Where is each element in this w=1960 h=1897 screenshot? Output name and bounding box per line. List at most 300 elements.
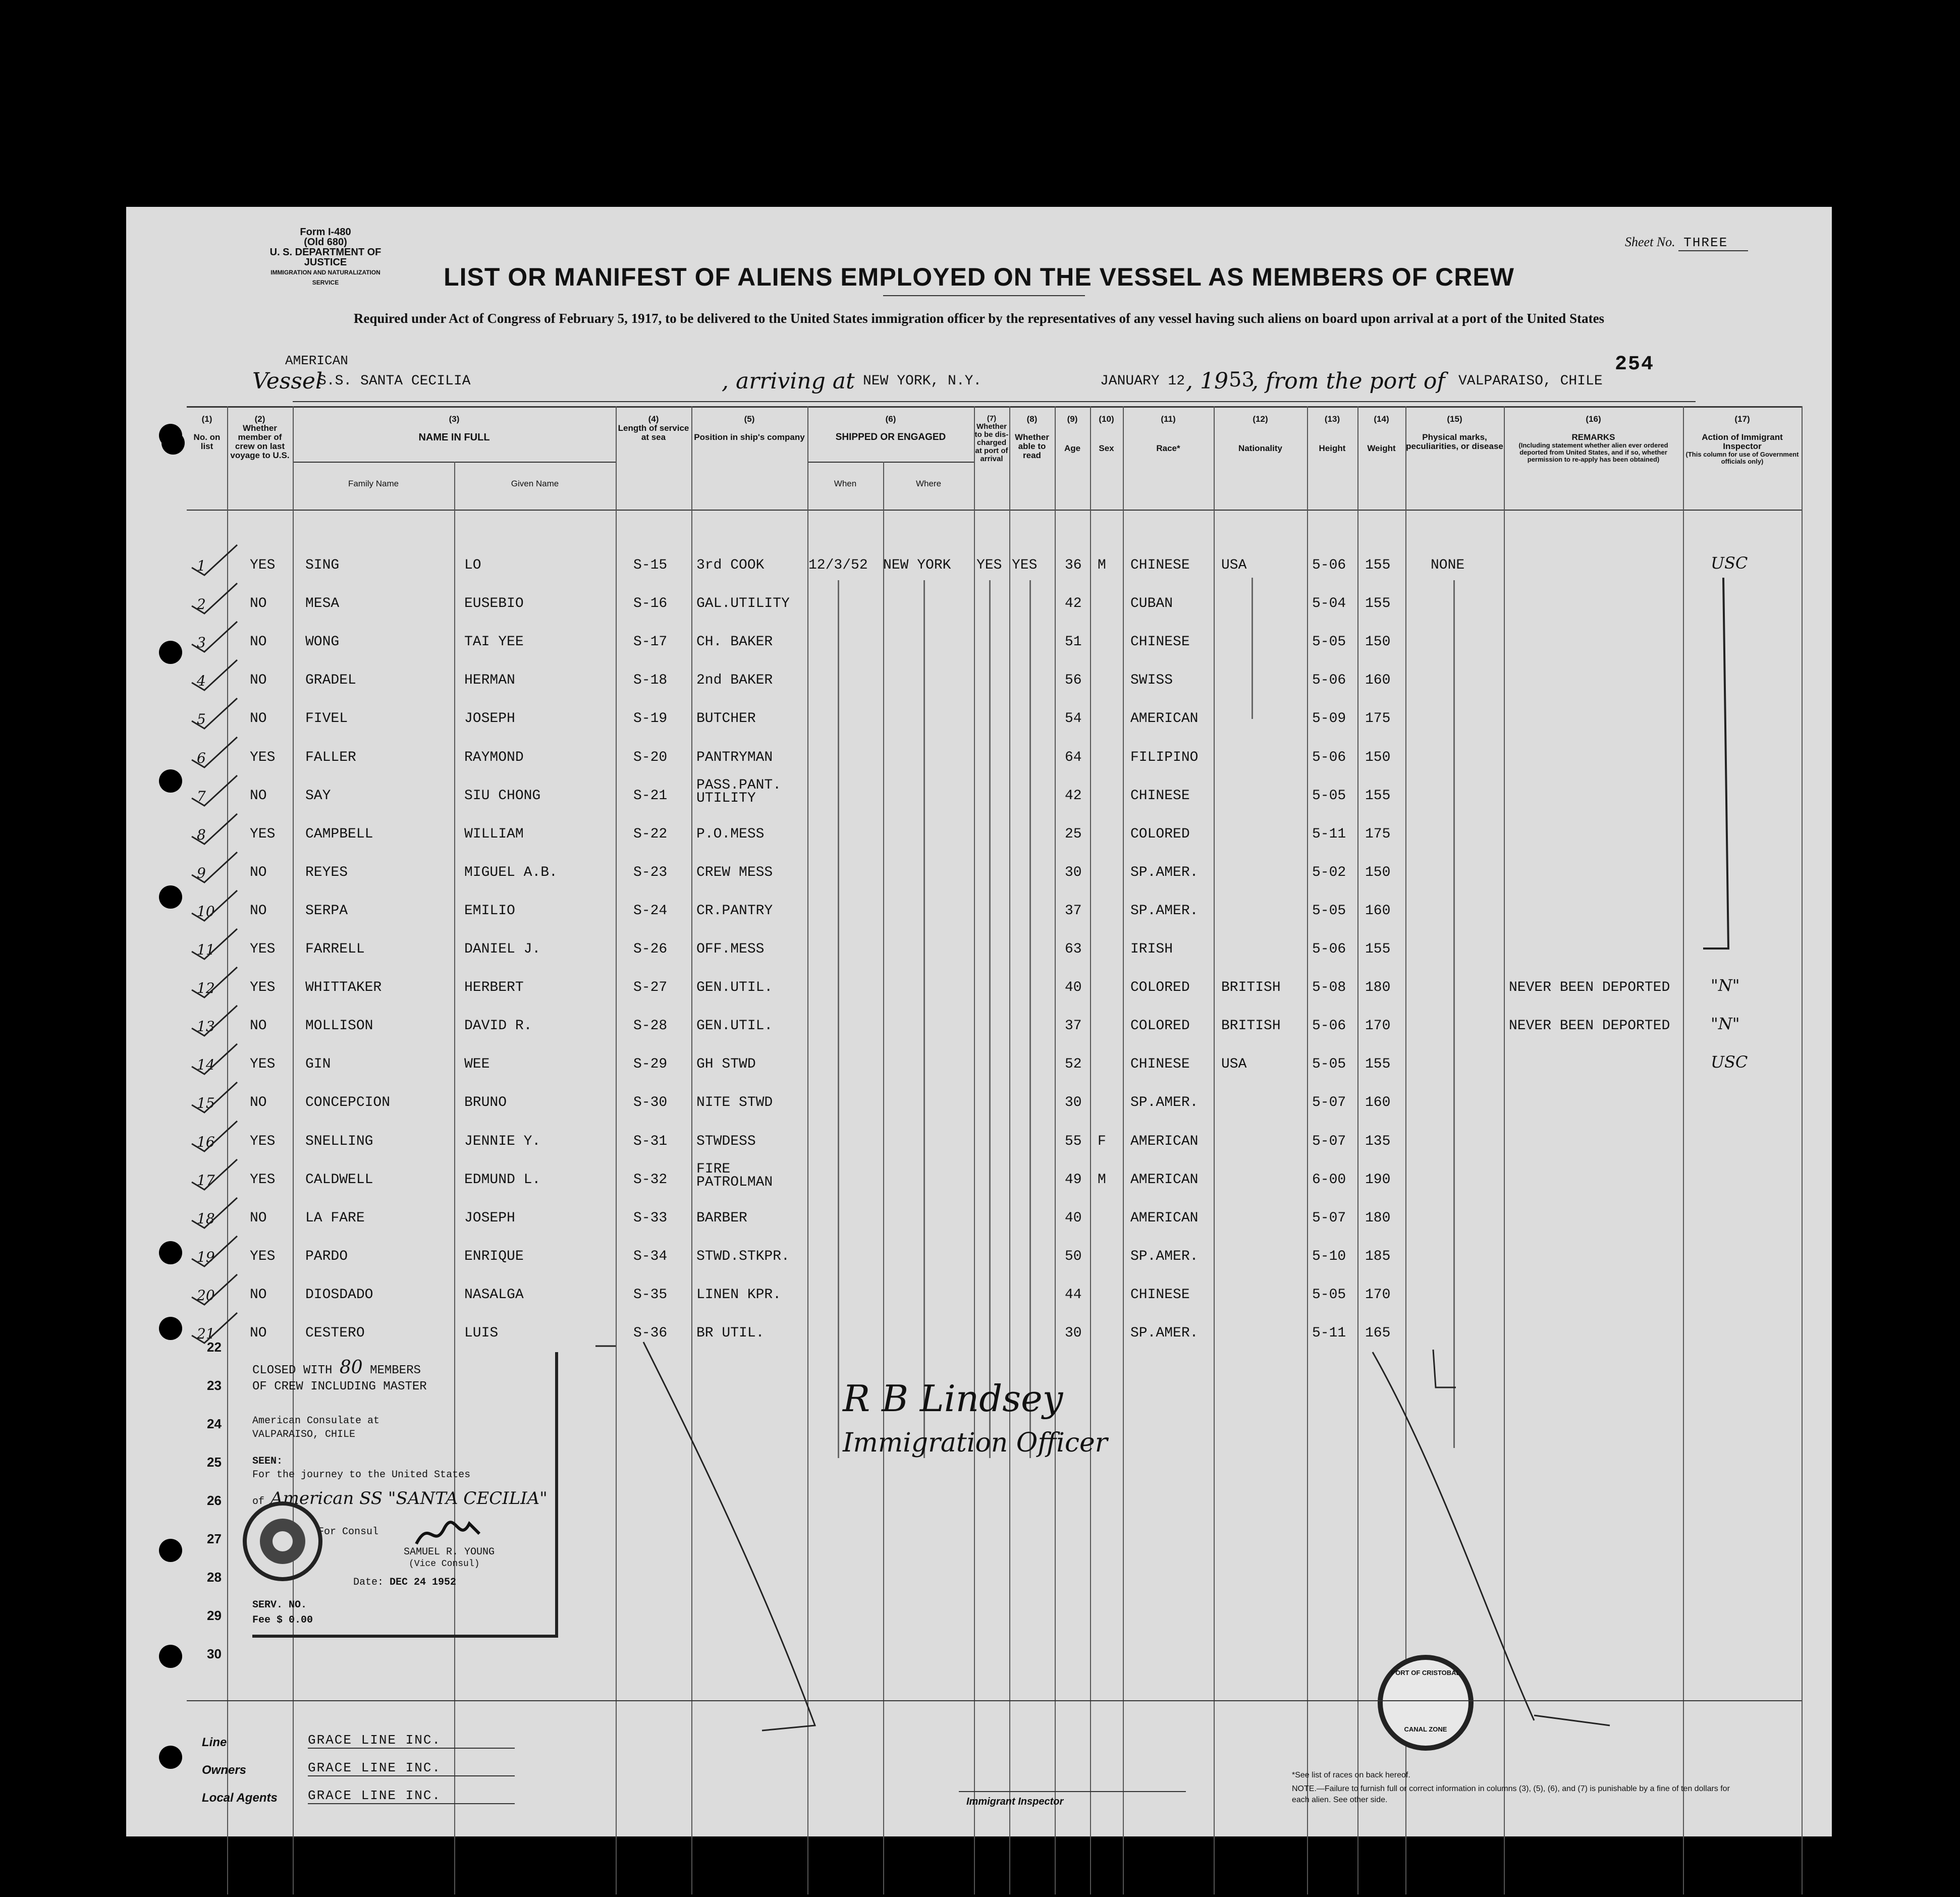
empty-row-number: 26: [207, 1493, 222, 1508]
family-name-cell: CESTERO: [305, 1325, 365, 1341]
race-cell: COLORED: [1130, 980, 1190, 996]
col-number: (2): [254, 414, 265, 424]
race-cell: SWISS: [1130, 673, 1173, 689]
col-number: (15): [1447, 414, 1462, 424]
col-number: (13): [1324, 414, 1340, 424]
service-cell: S-22: [633, 826, 668, 842]
given-name-cell: EDMUND L.: [464, 1171, 541, 1188]
col-label: Weight: [1367, 443, 1396, 453]
weight-cell: 155: [1365, 788, 1391, 804]
race-cell: CHINESE: [1130, 557, 1190, 573]
weight-cell: 175: [1365, 711, 1391, 727]
last-voyage-cell: YES: [250, 1248, 276, 1264]
race-cell: AMERICAN: [1130, 1210, 1199, 1226]
where-header: Where: [915, 479, 942, 488]
height-cell: 5-02: [1312, 864, 1346, 880]
col-label: Whether member of crew on last voyage to U.S.: [230, 423, 290, 460]
col-label: REMARKS: [1571, 432, 1615, 442]
weight-cell: 180: [1365, 1210, 1391, 1226]
family-name-cell: SAY: [305, 788, 331, 804]
service-cell: S-32: [633, 1171, 668, 1188]
action-cell: "N": [1711, 1014, 1740, 1034]
row-number: 17: [197, 1171, 215, 1189]
family-name-cell: GIN: [305, 1056, 331, 1073]
col-number: (17): [1734, 414, 1750, 424]
race-cell: SP.AMER.: [1130, 1095, 1199, 1111]
family-name-cell: SNELLING: [305, 1133, 373, 1149]
last-voyage-cell: NO: [250, 1325, 267, 1341]
given-name-cell: NASALGA: [464, 1287, 524, 1303]
family-name-cell: CONCEPCION: [305, 1095, 391, 1111]
col-label: Action of Immigrant Inspector: [1702, 432, 1783, 451]
arrival-port: NEW YORK, N.Y.: [863, 373, 982, 389]
page-number: 254: [1615, 353, 1655, 376]
owners-label: Owners: [202, 1763, 247, 1777]
stamp-seen: SEEN:: [252, 1456, 283, 1467]
age-cell: 37: [1065, 1018, 1082, 1034]
weight-cell: 160: [1365, 903, 1391, 919]
officer-signature: R B Lindsey: [843, 1377, 1063, 1420]
service-cell: S-27: [633, 980, 668, 996]
age-cell: 42: [1065, 596, 1082, 612]
age-cell: 52: [1065, 1056, 1082, 1073]
col-number: (16): [1586, 414, 1601, 424]
position-cell: 2nd BAKER: [696, 673, 773, 689]
stamp-for-consul: For Consul: [318, 1526, 379, 1538]
given-name-cell: TAI YEE: [464, 634, 524, 650]
col-label: Sex: [1099, 443, 1114, 453]
col-number: (7): [987, 414, 997, 423]
height-cell: 5-05: [1312, 1287, 1346, 1303]
position-cell: GEN.UTIL.: [696, 1018, 773, 1034]
discharged-cell: YES: [976, 557, 1002, 573]
empty-row-number: 23: [207, 1378, 222, 1393]
given-name-cell: JOSEPH: [464, 711, 515, 727]
last-voyage-cell: NO: [250, 864, 267, 880]
stamp-date-label: Date:: [353, 1577, 384, 1588]
family-name-cell: MESA: [305, 596, 340, 612]
given-name-cell: RAYMOND: [464, 749, 524, 765]
row-number: 14: [197, 1056, 215, 1074]
col-number: (10): [1099, 414, 1114, 424]
nationality-cell: USA: [1221, 557, 1247, 573]
height-cell: 5-05: [1312, 903, 1346, 919]
position-cell: CH. BAKER: [696, 634, 773, 650]
family-name-cell: SING: [305, 557, 340, 573]
sex-cell: M: [1098, 557, 1106, 573]
col-number: (12): [1253, 414, 1268, 424]
service-cell: S-18: [633, 673, 668, 689]
last-voyage-cell: NO: [250, 711, 267, 727]
height-cell: 5-08: [1312, 980, 1346, 996]
given-name-cell: WEE: [464, 1056, 490, 1073]
position-cell: FIRE PATROLMAN: [696, 1161, 773, 1190]
family-name-header: Family Name: [348, 479, 399, 488]
height-cell: 5-11: [1312, 826, 1346, 842]
given-name-cell: WILLIAM: [464, 826, 524, 842]
agents-value: GRACE LINE INC.: [308, 1788, 515, 1804]
weight-cell: 175: [1365, 826, 1391, 842]
consul-signature: [414, 1514, 484, 1559]
given-name-cell: DANIEL J.: [464, 941, 541, 957]
line-label: Line: [202, 1736, 227, 1749]
service-cell: S-34: [633, 1248, 668, 1264]
given-name-cell: LO: [464, 557, 481, 573]
sex-cell: F: [1098, 1133, 1106, 1149]
empty-row-number: 24: [207, 1416, 222, 1431]
age-cell: 25: [1065, 826, 1082, 842]
col-label: NAME IN FULL: [418, 432, 490, 443]
last-voyage-cell: NO: [250, 1287, 267, 1303]
sheet-value: THREE: [1678, 235, 1748, 251]
last-voyage-cell: NO: [250, 788, 267, 804]
stamp-of: of: [252, 1496, 265, 1508]
stamp-consul-name: SAMUEL R. YOUNG: [404, 1546, 495, 1558]
race-cell: SP.AMER.: [1130, 1248, 1199, 1264]
given-name-cell: HERBERT: [464, 980, 524, 996]
race-cell: CHINESE: [1130, 634, 1190, 650]
age-cell: 37: [1065, 903, 1082, 919]
weight-cell: 150: [1365, 749, 1391, 765]
col-label: Nationality: [1238, 443, 1282, 453]
footer-owners-row: [202, 1760, 442, 1777]
row-number: 19: [197, 1248, 215, 1265]
position-cell: PANTRYMAN: [696, 749, 773, 765]
service-cell: S-21: [633, 788, 668, 804]
race-cell: CHINESE: [1130, 1056, 1190, 1073]
shipped-when-cell: 12/3/52: [808, 557, 868, 573]
given-name-cell: ENRIQUE: [464, 1248, 524, 1264]
row-number: 6: [197, 749, 206, 766]
height-cell: 5-06: [1312, 749, 1346, 765]
position-cell: PASS.PANT. UTILITY: [696, 777, 782, 806]
col-number: (14): [1374, 414, 1389, 424]
position-cell: BARBER: [696, 1210, 747, 1226]
row-number: 7: [197, 788, 206, 805]
service-cell: S-20: [633, 749, 668, 765]
race-cell: COLORED: [1130, 826, 1190, 842]
row-number: 10: [197, 903, 215, 920]
weight-cell: 185: [1365, 1248, 1391, 1264]
last-voyage-cell: YES: [250, 557, 276, 573]
service-cell: S-24: [633, 903, 668, 919]
service-cell: S-33: [633, 1210, 668, 1226]
port-stamp-top: PORT OF CRISTOBAL: [1391, 1669, 1460, 1677]
col-label: Position in ship's company: [694, 432, 805, 442]
stamp-members-label: MEMBERS: [370, 1364, 421, 1377]
position-cell: P.O.MESS: [696, 826, 765, 842]
row-number: 2: [197, 596, 206, 613]
age-cell: 55: [1065, 1133, 1082, 1149]
nationality-cell: BRITISH: [1221, 1018, 1281, 1034]
nationality-cell: BRITISH: [1221, 980, 1281, 996]
row-number: 11: [197, 941, 215, 958]
last-voyage-cell: NO: [250, 673, 267, 689]
col-label: No. on list: [193, 432, 221, 451]
inspector-label: Immigrant Inspector: [966, 1796, 1064, 1807]
service-cell: S-15: [633, 557, 668, 573]
last-voyage-cell: NO: [250, 634, 267, 650]
last-voyage-cell: YES: [250, 1133, 276, 1149]
weight-cell: 150: [1365, 864, 1391, 880]
given-name-cell: SIU CHONG: [464, 788, 541, 804]
stamp-closed-label: CLOSED WITH: [252, 1364, 333, 1377]
height-cell: 5-09: [1312, 711, 1346, 727]
consular-stamp: [252, 1352, 558, 1638]
last-voyage-cell: YES: [250, 1056, 276, 1073]
vessel-nationality: AMERICAN: [285, 353, 348, 368]
empty-row-number: 29: [207, 1608, 222, 1623]
row-number: 9: [197, 864, 206, 881]
weight-cell: 155: [1365, 1056, 1391, 1073]
manifest-sheet: [126, 207, 1832, 1836]
age-cell: 51: [1065, 634, 1082, 650]
action-cell: USC: [1711, 553, 1748, 573]
from-label: , from the port of: [1251, 368, 1445, 394]
service-cell: S-30: [633, 1095, 668, 1111]
position-cell: CR.PANTRY: [696, 903, 773, 919]
family-name-cell: FARRELL: [305, 941, 365, 957]
given-name-cell: JOSEPH: [464, 1210, 515, 1226]
age-cell: 30: [1065, 1095, 1082, 1111]
row-number: 1: [197, 557, 206, 574]
given-name-cell: MIGUEL A.B.: [464, 864, 558, 880]
age-cell: 63: [1065, 941, 1082, 957]
empty-row-number: 22: [207, 1340, 222, 1355]
owners-value: GRACE LINE INC.: [308, 1760, 515, 1776]
requirement-text: Required under Act of Congress of February 5, 1917, to be delivered to the United States immigration officer by the representatives of any vessel having such aliens on board upon arrival at a port of the United States: [353, 311, 1605, 326]
height-cell: 5-05: [1312, 634, 1346, 650]
row-number: 3: [197, 634, 206, 651]
race-cell: COLORED: [1130, 1018, 1190, 1034]
age-cell: 36: [1065, 557, 1082, 573]
race-cell: CHINESE: [1130, 788, 1190, 804]
age-cell: 56: [1065, 673, 1082, 689]
inspector-note: (This column for use of Government officials only): [1685, 451, 1799, 465]
row-number: 21: [197, 1325, 215, 1342]
col-number: (8): [1026, 414, 1038, 424]
position-cell: 3rd COOK: [696, 557, 765, 573]
service-cell: S-17: [633, 634, 668, 650]
last-voyage-cell: NO: [250, 903, 267, 919]
race-cell: FILIPINO: [1130, 749, 1199, 765]
service-cell: S-36: [633, 1325, 668, 1341]
position-cell: STWDESS: [696, 1133, 756, 1149]
last-voyage-cell: YES: [250, 1171, 276, 1188]
stamp-date: DEC 24 1952: [390, 1577, 457, 1588]
family-name-cell: GRADEL: [305, 673, 356, 689]
age-cell: 50: [1065, 1248, 1082, 1264]
race-cell: SP.AMER.: [1130, 864, 1199, 880]
empty-row-number: 27: [207, 1531, 222, 1546]
row-number: 15: [197, 1095, 215, 1112]
position-cell: BR UTIL.: [696, 1325, 765, 1341]
crew-count: 80: [339, 1357, 363, 1378]
position-cell: NITE STWD: [696, 1095, 773, 1111]
race-cell: AMERICAN: [1130, 1171, 1199, 1188]
col-number: (11): [1161, 414, 1176, 424]
sheet-label: Sheet No.: [1625, 235, 1675, 249]
position-cell: CREW MESS: [696, 864, 773, 880]
position-cell: GEN.UTIL.: [696, 980, 773, 996]
col-label: Physical marks, peculiarities, or disease: [1406, 432, 1503, 451]
family-name-cell: DIOSDADO: [305, 1287, 373, 1303]
given-name-header: Given Name: [511, 479, 559, 488]
family-name-cell: REYES: [305, 864, 348, 880]
agents-label: Local Agents: [202, 1791, 278, 1805]
arrival-date: JANUARY 12: [1100, 373, 1185, 389]
family-name-cell: WHITTAKER: [305, 980, 382, 996]
given-name-cell: BRUNO: [464, 1095, 507, 1111]
height-cell: 5-06: [1312, 557, 1346, 573]
last-voyage-cell: NO: [250, 1018, 267, 1034]
department-name: U. S. DEPARTMENT OF JUSTICE: [269, 247, 382, 268]
row-number: 4: [197, 673, 206, 690]
height-cell: 5-06: [1312, 1018, 1346, 1034]
weight-cell: 165: [1365, 1325, 1391, 1341]
stamp-ship-handwritten: American SS "SANTA CECILIA": [270, 1488, 548, 1509]
from-port: VALPARAISO, CHILE: [1458, 373, 1603, 389]
service-cell: S-26: [633, 941, 668, 957]
given-name-cell: DAVID R.: [464, 1018, 532, 1034]
stamp-crew-line: OF CREW INCLUDING MASTER: [252, 1380, 427, 1393]
inspector-signature-line: [959, 1791, 1186, 1792]
height-cell: 5-07: [1312, 1133, 1346, 1149]
remarks-cell: NEVER BEEN DEPORTED: [1509, 980, 1670, 996]
stamp-fee: Fee $ 0.00: [252, 1614, 313, 1626]
given-name-cell: HERMAN: [464, 673, 515, 689]
service-cell: S-19: [633, 711, 668, 727]
remarks-note: (Including statement whether alien ever ordered deported from United States, and if so, whether permission to re-apply has been obtained): [1518, 441, 1668, 463]
height-cell: 5-04: [1312, 596, 1346, 612]
last-voyage-cell: YES: [250, 980, 276, 996]
page-title: LIST OR MANIFEST OF ALIENS EMPLOYED ON THE VESSEL AS MEMBERS OF CREW: [444, 263, 1514, 291]
weight-cell: 135: [1365, 1133, 1391, 1149]
col-label: Age: [1064, 443, 1081, 453]
service-name: IMMIGRATION AND NATURALIZATION SERVICE: [270, 269, 380, 286]
empty-row-number: 30: [207, 1646, 222, 1661]
footer-top-border: [187, 1700, 1802, 1701]
last-voyage-cell: YES: [250, 941, 276, 957]
weight-cell: 170: [1365, 1287, 1391, 1303]
row-number: 18: [197, 1210, 215, 1227]
col-number: (3): [449, 414, 460, 424]
race-cell: SP.AMER.: [1130, 903, 1199, 919]
height-cell: 5-06: [1312, 941, 1346, 957]
row-number: 16: [197, 1133, 215, 1150]
stamp-journey: For the journey to the United States: [252, 1469, 471, 1481]
when-header: When: [834, 479, 857, 488]
marks-cell: NONE: [1431, 557, 1465, 573]
age-cell: 40: [1065, 980, 1082, 996]
last-voyage-cell: NO: [250, 1210, 267, 1226]
footer-note-races: *See list of races on back hereof.: [1292, 1771, 1410, 1779]
year-suffix: 53: [1229, 368, 1255, 392]
age-cell: 64: [1065, 749, 1082, 765]
age-cell: 30: [1065, 864, 1082, 880]
weight-cell: 160: [1365, 1095, 1391, 1111]
service-cell: S-35: [633, 1287, 668, 1303]
stamp-consulate-city: VALPARAISO, CHILE: [252, 1429, 356, 1440]
col-label: SHIPPED OR ENGAGED: [835, 432, 946, 442]
shipped-where-cell: NEW YORK: [883, 557, 951, 573]
race-cell: IRISH: [1130, 941, 1173, 957]
col-label: Length of service at sea: [618, 423, 689, 442]
action-cell: USC: [1711, 1052, 1748, 1072]
empty-row-number: 28: [207, 1570, 222, 1585]
race-cell: AMERICAN: [1130, 711, 1199, 727]
race-cell: SP.AMER.: [1130, 1325, 1199, 1341]
service-cell: S-23: [633, 864, 668, 880]
weight-cell: 155: [1365, 557, 1391, 573]
given-name-cell: JENNIE Y.: [464, 1133, 541, 1149]
height-cell: 5-11: [1312, 1325, 1346, 1341]
height-cell: 5-06: [1312, 673, 1346, 689]
position-cell: GAL.UTILITY: [696, 596, 790, 612]
year-prefix: , 19: [1186, 368, 1228, 394]
weight-cell: 180: [1365, 980, 1391, 996]
age-cell: 44: [1065, 1287, 1082, 1303]
col-label: Whether to be dis-charged at port of arrival: [974, 422, 1009, 463]
position-cell: BUTCHER: [696, 711, 756, 727]
height-cell: 5-05: [1312, 1056, 1346, 1073]
position-cell: LINEN KPR.: [696, 1287, 782, 1303]
row-number: 5: [197, 711, 206, 728]
stamp-consulate: American Consulate at: [252, 1415, 380, 1427]
family-name-cell: PARDO: [305, 1248, 348, 1264]
family-name-cell: CAMPBELL: [305, 826, 373, 842]
consular-seal: [242, 1498, 323, 1584]
old-form-number: (Old 680): [304, 237, 347, 248]
weight-cell: 155: [1365, 941, 1391, 957]
given-name-cell: LUIS: [464, 1325, 499, 1341]
vessel-name: S.S. SANTA CECILIA: [318, 373, 471, 389]
col-number: (1): [201, 414, 212, 424]
given-name-cell: EMILIO: [464, 903, 515, 919]
port-stamp: [1378, 1655, 1474, 1751]
line-value: GRACE LINE INC.: [308, 1733, 515, 1749]
col-number: (5): [744, 414, 755, 424]
family-name-cell: CALDWELL: [305, 1171, 373, 1188]
col-number: (6): [885, 414, 896, 424]
age-cell: 49: [1065, 1171, 1082, 1188]
family-name-cell: WONG: [305, 634, 340, 650]
col-label: Race*: [1156, 443, 1180, 453]
empty-row-number: 25: [207, 1455, 222, 1470]
col-number: (4): [648, 414, 659, 424]
position-cell: STWD.STKPR.: [696, 1248, 790, 1264]
arriving-label: , arriving at: [722, 368, 855, 394]
footer-agents-row: [202, 1788, 442, 1805]
height-cell: 5-07: [1312, 1095, 1346, 1111]
col-label: Height: [1319, 443, 1346, 453]
family-name-cell: MOLLISON: [305, 1018, 373, 1034]
height-cell: 5-10: [1312, 1248, 1346, 1264]
family-name-cell: FIVEL: [305, 711, 348, 727]
family-name-cell: FALLER: [305, 749, 356, 765]
position-cell: OFF.MESS: [696, 941, 765, 957]
family-name-cell: SERPA: [305, 903, 348, 919]
age-cell: 42: [1065, 788, 1082, 804]
weight-cell: 150: [1365, 634, 1391, 650]
race-cell: CHINESE: [1130, 1287, 1190, 1303]
age-cell: 54: [1065, 711, 1082, 727]
weight-cell: 170: [1365, 1018, 1391, 1034]
form-number: Form I-480: [300, 227, 351, 238]
service-cell: S-29: [633, 1056, 668, 1073]
row-number: 12: [197, 980, 215, 997]
weight-cell: 155: [1365, 596, 1391, 612]
